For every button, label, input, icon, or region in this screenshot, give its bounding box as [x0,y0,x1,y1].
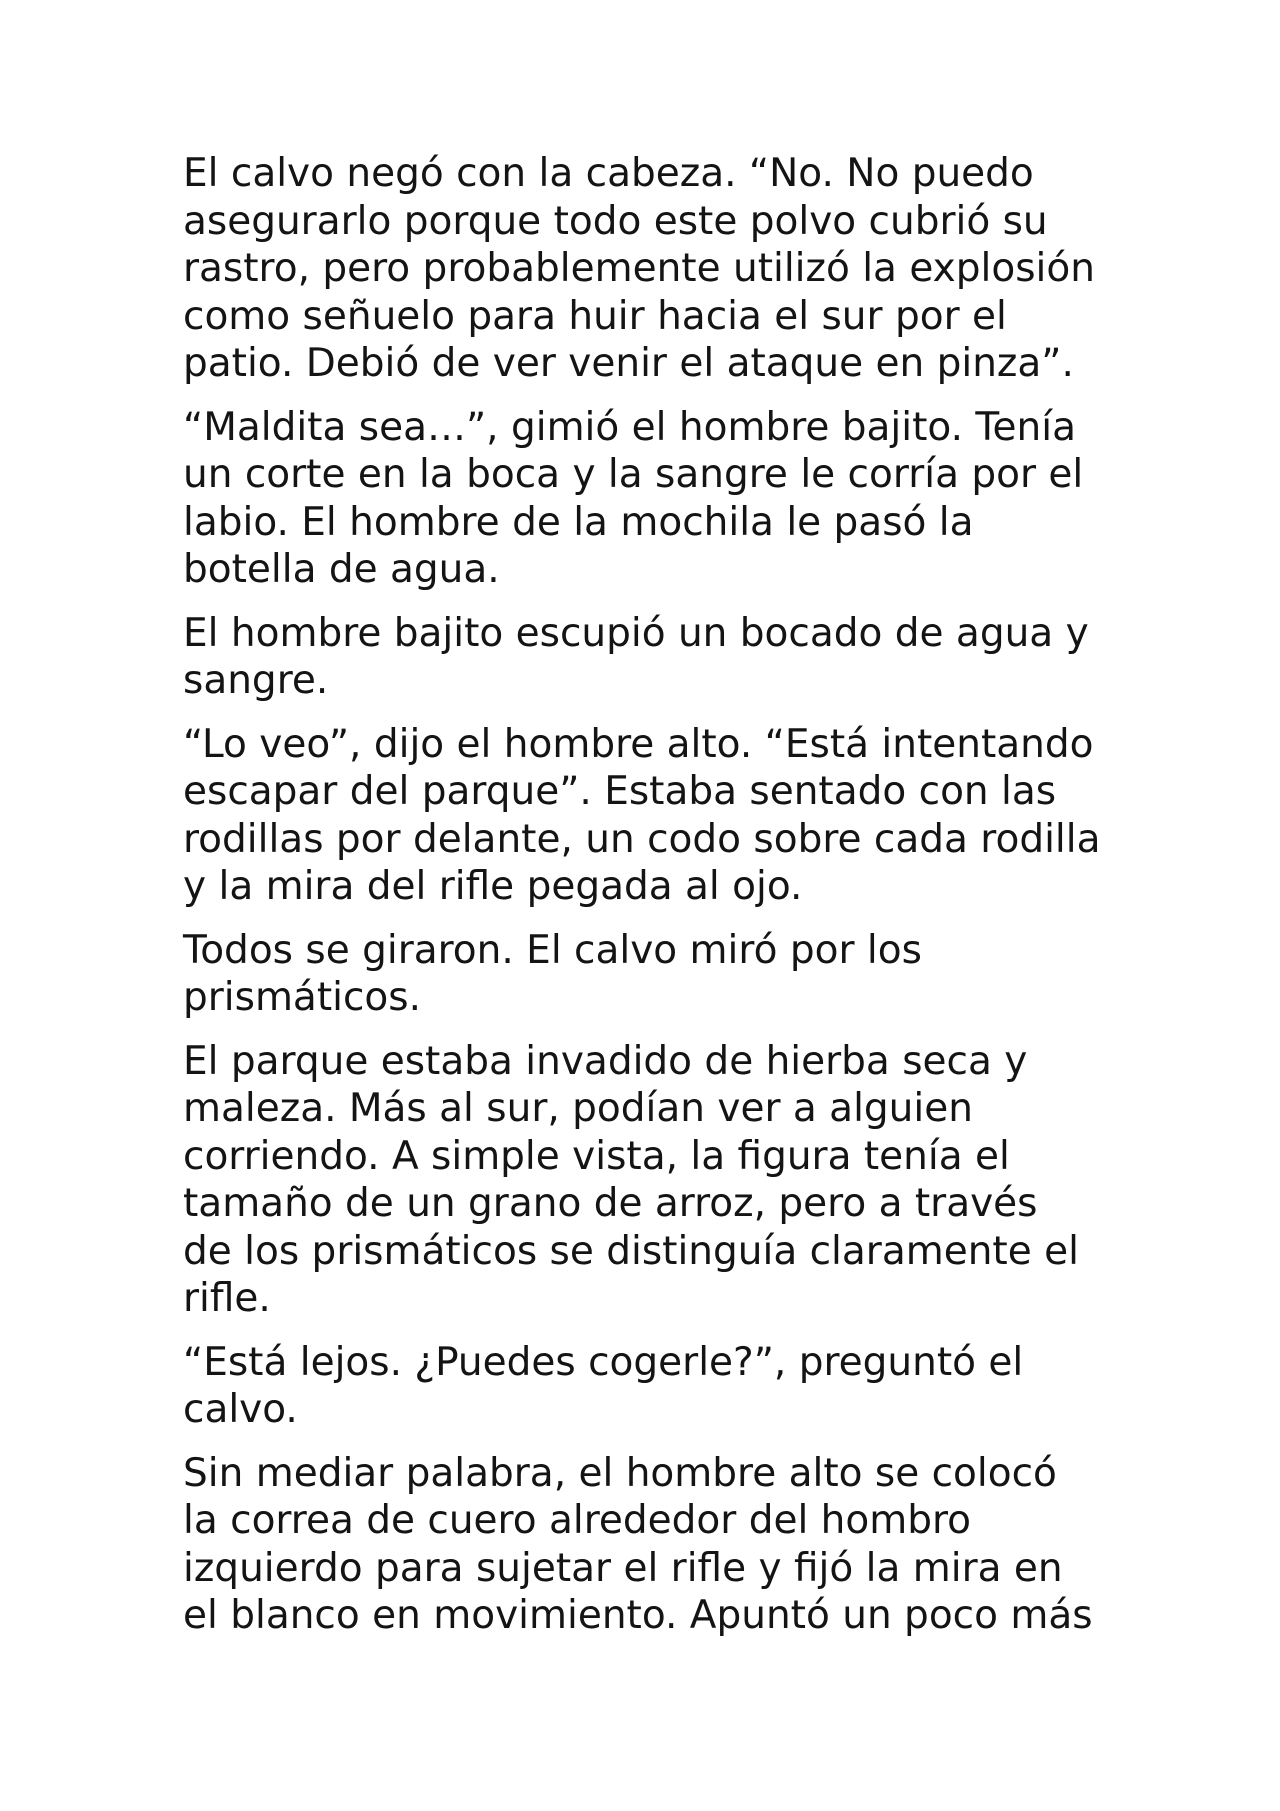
paragraph: El calvo negó con la cabeza. “No. No puedo asegurarlo porque todo este polvo cubrió su rastro, pero probablemente utilizó la explosión como señuelo para huir hacia el sur por el patio. Debió de ver venir el ataque en pinza”. [183,151,1095,386]
body-text [183,150,1118,1656]
paragraph: Sin mediar palabra, el hombre alto se colocó la correa de cuero alrededor del hombro izquierdo para sujetar el rifle y fijó la mira en el blanco en movimiento. Apuntó un poco más [183,1450,1093,1638]
paragraph: El hombre bajito escupió un bocado de agua y sangre. [183,610,1089,703]
paragraph: Todos se giraron. El calvo miró por los prismáticos. [183,927,922,1020]
paragraph: “Lo veo”, dijo el hombre alto. “Está intentando escapar del parque”. Estaba sentado con las rodillas por delante, un codo sobre cada rodilla y la mira del rifle pegada al ojo. [183,721,1101,909]
paragraph: “Maldita sea…”, gimió el hombre bajito. Tenía un corte en la boca y la sangre le corría por el labio. El hombre de la mochila le pasó la botella de agua. [183,404,1084,592]
paragraph: “Está lejos. ¿Puedes cogerle?”, preguntó el calvo. [183,1339,1024,1432]
paragraph: El parque estaba invadido de hierba seca y maleza. Más al sur, podían ver a alguien corriendo. A simple vista, la figura tenía el tamaño de un grano de arroz, pero a través de los prismáticos se distinguía claramente el rifle. [183,1038,1079,1321]
